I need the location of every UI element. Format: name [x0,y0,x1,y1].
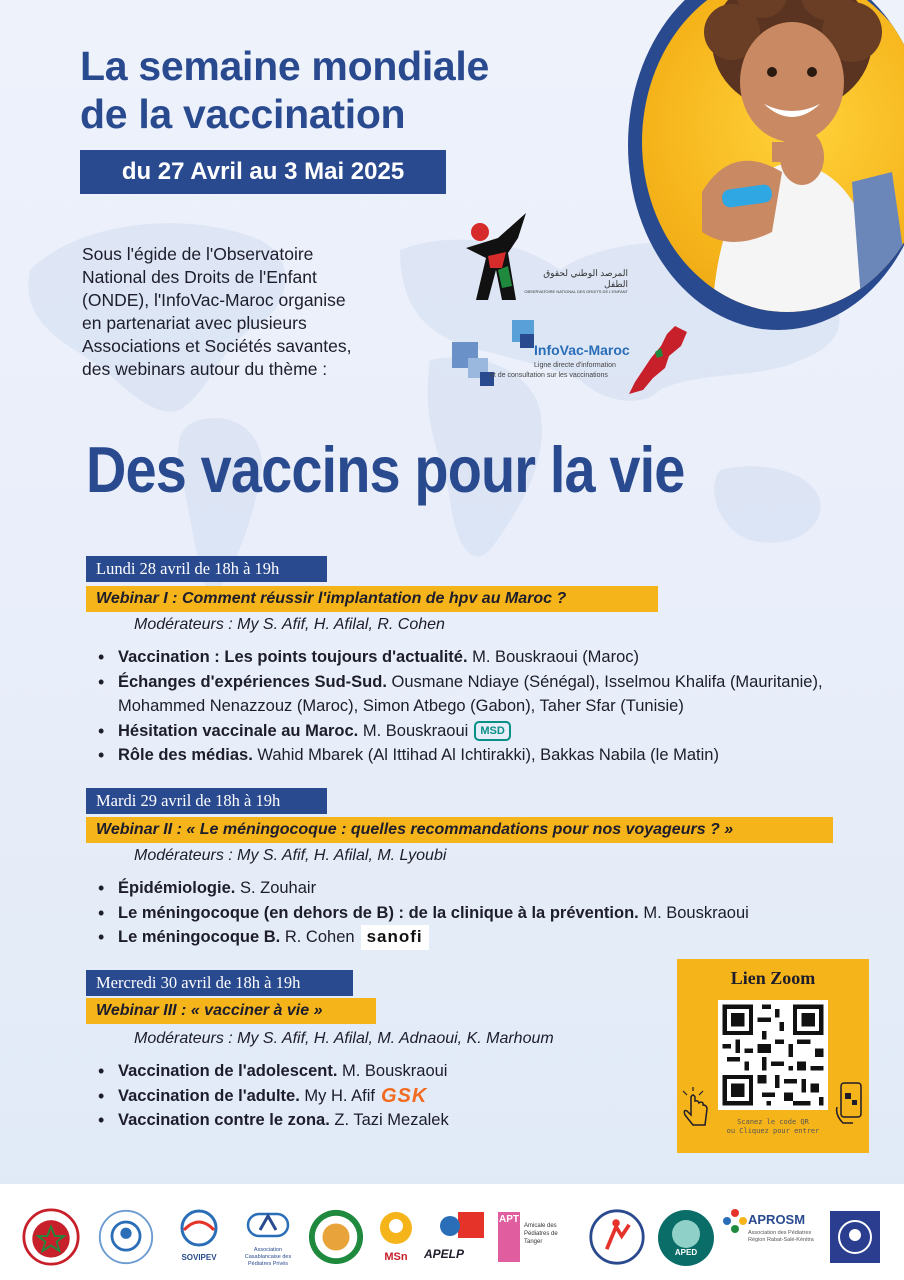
date-banner: du 27 Avril au 3 Mai 2025 [80,150,446,194]
gsk-logo: GSK [381,1084,428,1107]
program-item: • Vaccination contre le zona. Z. Tazi Mezalek [96,1108,666,1133]
apt-subtitle: Amicale des Pédiatres de Tanger [524,1223,558,1245]
event-title [80,42,489,138]
webinar-3-day: Mercredi 30 avril de 18h à 19h [86,970,353,996]
infovac-logo [450,320,690,398]
webinar-3-moderators: Modérateurs : My S. Afif, H. Afilal, M. Adnaoui, K. Marhoum [134,1030,554,1047]
morocco-map-icon [625,322,689,398]
aped-name: APED [674,1248,698,1257]
acpp-emblem-icon [238,1208,298,1242]
aped-emblem-icon [656,1208,716,1268]
aprosm-logo [722,1208,822,1266]
intro-line: des webinars autour du thème : [82,359,328,379]
webinar-2-moderators: Modérateurs : My S. Afif, H. Afilal, M. Lyoubi [134,847,447,864]
apelp-name: APELP [424,1247,465,1261]
intro-paragraph [82,243,422,381]
msn-emblem-icon [374,1208,418,1246]
msn-logo [374,1208,418,1266]
program-item: • Vaccination de l'adulte. My H. Afif GSK [96,1084,666,1109]
program-item: • Le méningocoque (en dehors de B) : de la clinique à la prévention. M. Bouskraoui [96,901,886,926]
sovipev-name: SOVIPEV [181,1253,217,1262]
webinar-2-day: Mardi 29 avril de 18h à 19h [86,788,327,814]
webinar-3-title: Webinar III : « vacciner à vie » [86,998,376,1024]
pediatric-society-logo [95,1208,157,1266]
apt-name: APT [498,1212,520,1262]
webinar-1-program [96,645,886,768]
onde-caption: OBSERVATOIRE NATIONAL DES DROITS DE L'ENFANT [524,289,628,294]
zoom-caption-line-2: ou Cliquez pour entrer [726,1127,820,1135]
casablanca-pediatricians-logo [238,1208,298,1266]
aprosm-name: APROSM [748,1212,806,1227]
program-item: • Hésitation vaccinale au Maroc. M. Bouskraoui MSD [96,719,886,744]
infovac-subtitle-2: et de consultation sur les vaccinations [490,372,608,379]
zoom-caption-line-1: Scanez le code QR [737,1118,809,1126]
msn-name: MSn [384,1251,408,1263]
msd-logo: MSD [474,721,510,741]
program-item: • Échanges d'expériences Sud-Sud. Ousmane Ndiaye (Sénégal), Isselmou Khalifa (Mauritanie), Mohammed Nenazzouz (Maroc), Simon Atbego (Gabon), Taher Sfar (Tunisie) [96,670,886,719]
webinar-1-moderators: Modérateurs : My S. Afif, H. Afilal, R. Cohen [134,616,445,633]
intro-line: National des Droits de l'Enfant [82,267,317,287]
zoom-qr-code[interactable] [718,1000,828,1110]
sanofi-logo: sanofi [361,925,429,950]
webinar-2-title: Webinar II : « Le méningocoque : quelles recommandations pour nos voyageurs ? » [86,817,833,843]
child-health-society-logo [586,1208,648,1266]
intro-line: (ONDE), l'InfoVac-Maroc organise [82,290,346,310]
title-line-2: de la vaccination [80,91,406,137]
zoom-title: Lien Zoom [730,968,816,988]
sovipev-logo [170,1208,228,1266]
zoom-caption [697,1118,849,1136]
zoom-link-box[interactable] [677,959,869,1153]
infovac-name: InfoVac-Maroc [534,342,630,358]
title-line-1: La semaine mondiale [80,43,490,89]
program-item: • Rôle des médias. Wahid Mbarek (Al Ittihad Al Ichtirakki), Bakkas Nabila (le Matin) [96,743,886,768]
intro-line: Sous l'égide de l'Observatoire [82,244,314,264]
onde-arabic-name: المرصد الوطني لحقوق الطفل [543,268,628,289]
morocco-society-logo [20,1208,82,1266]
apelp-emblem-icon [424,1208,492,1242]
pediatrics-association-seal [306,1208,366,1266]
pediatric-league-logo [830,1208,880,1266]
webinar-1-title: Webinar I : Comment réussir l'implantation de hpv au Maroc ? [86,586,658,612]
sovipev-emblem-icon [170,1208,228,1248]
intro-line: Associations et Sociétés savantes, [82,336,352,356]
webinar-1-day: Lundi 28 avril de 18h à 19h [86,556,327,582]
photo-background [642,0,904,312]
intro-line: en partenariat avec plusieurs [82,313,307,333]
theme-title: Des vaccins pour la vie [86,433,685,506]
smiling-child-illustration [642,0,904,312]
aprosm-subtitle: Association des Pédiatres Région Rabat-Salé-Kénitra [748,1230,814,1243]
aprosm-flower-icon [722,1208,748,1234]
program-item: • Épidémiologie. S. Zouhair [96,876,886,901]
infovac-squares-icon [450,320,540,395]
program-item: • Vaccination de l'adolescent. M. Bouskraoui [96,1059,666,1084]
apelp-logo [424,1208,492,1266]
apt-logo [498,1208,570,1266]
aped-logo [656,1208,716,1266]
program-item: • Vaccination : Les points toujours d'actualité. M. Bouskraoui (Maroc) [96,645,886,670]
program-item: • Le méningocoque B. R. Cohen sanofi [96,925,886,950]
infovac-subtitle-1: Ligne directe d'information [534,362,616,369]
onde-logo [458,208,628,308]
webinar-2-program [96,876,886,950]
acpp-name: Association Casablancaise des Pédiatres Privés [244,1247,292,1267]
webinar-3-program [96,1059,666,1133]
